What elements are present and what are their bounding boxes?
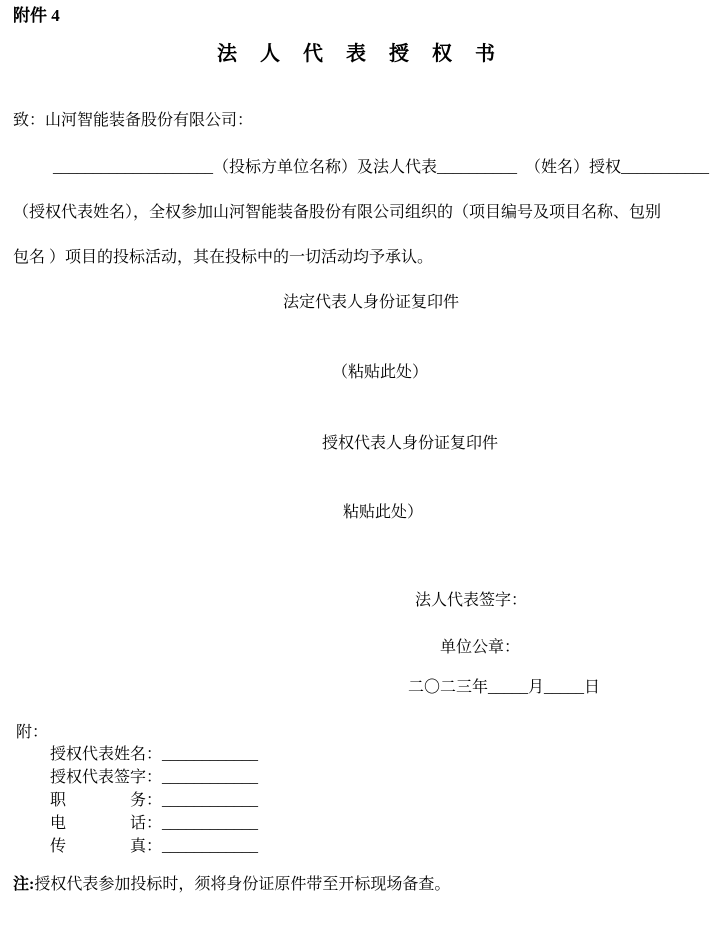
appendix-row-position-label: 职 务： [50, 792, 163, 809]
document-title: 法 人 代 表 授 权 书 [217, 43, 499, 65]
appendix-row-phone-label: 电 话： [50, 815, 163, 832]
date-fill-in-line: 二〇二三年_____月_____日 [408, 679, 601, 696]
legal-rep-signature-label: 法人代表签字： [415, 592, 528, 609]
appendix-row-name [50, 745, 258, 765]
fill-blank: ____________ [162, 769, 259, 786]
legal-rep-id-copy-heading: 法定代表人身份证复印件 [283, 294, 460, 311]
fill-blank: ____________ [162, 815, 259, 832]
body-paragraph-line-1: ____________________（投标方单位名称）及法人代表__________ （姓名）授权___________ [53, 159, 710, 176]
footer-note-prefix: 注: [13, 876, 35, 893]
appendix-row-signature [50, 768, 258, 788]
appendix-label: 附： [16, 724, 49, 741]
fill-blank: ____________ [162, 838, 259, 855]
appendix-row-fax [50, 837, 258, 857]
salutation-line: 致：山河智能装备股份有限公司： [13, 112, 254, 129]
appendix-row-signature-label: 授权代表签字： [50, 769, 163, 786]
company-seal-label: 单位公章： [440, 639, 521, 656]
body-paragraph-line-3: 包名 ）项目的投标活动，其在投标中的一切活动均予承认。 [13, 249, 434, 266]
fill-blank: ____________ [162, 792, 259, 809]
footer-note-text: 授权代表参加投标时，须将身份证原件带至开标现场备查。 [34, 876, 451, 893]
fill-blank: ____________ [162, 746, 259, 763]
appendix-row-name-label: 授权代表姓名： [50, 746, 163, 763]
attachment-number-label: 附件 4 [13, 6, 60, 25]
appendix-row-phone [50, 814, 258, 834]
footer-note [13, 875, 450, 895]
appendix-row-position [50, 791, 258, 811]
appendix-row-fax-label: 传 真： [50, 838, 163, 855]
paste-here-label-1: （粘贴此处） [332, 364, 429, 381]
body-paragraph-line-2: （授权代表姓名），全权参加山河智能装备股份有限公司组织的（项目编号及项目名称、包别 [13, 204, 662, 221]
paste-here-label-2: 粘贴此处） [343, 504, 424, 521]
authorized-rep-id-copy-heading: 授权代表人身份证复印件 [322, 435, 499, 452]
